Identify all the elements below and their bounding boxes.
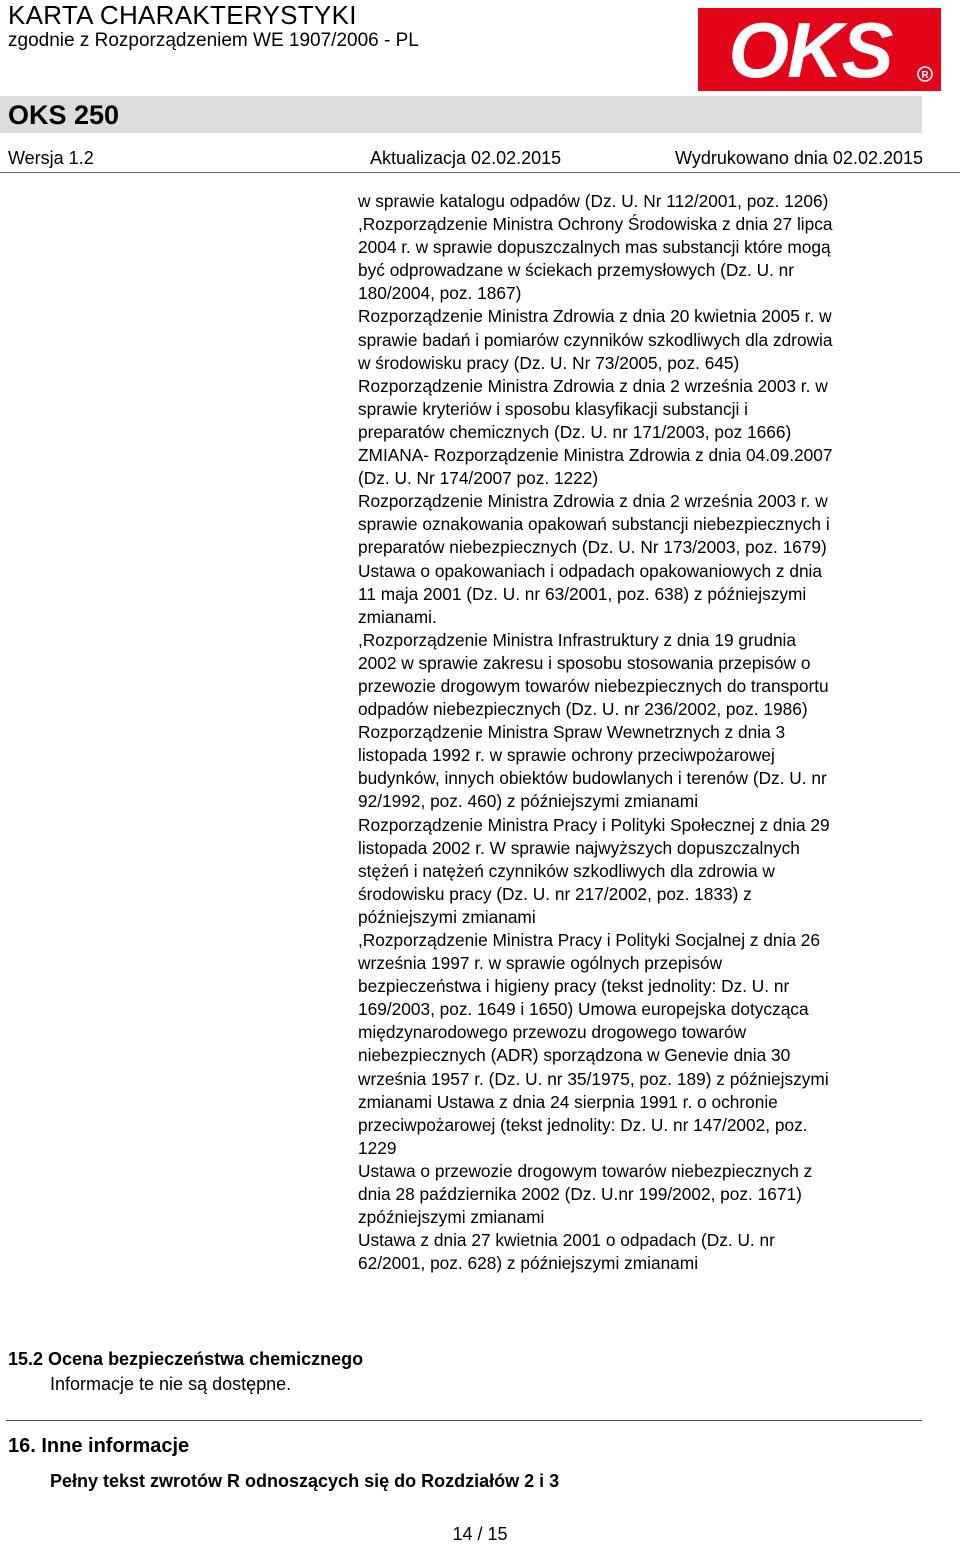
text-line: Rozporządzenie Ministra Zdrowia z dnia 20 kwietnia 2005 r. w xyxy=(358,306,832,327)
text-line: 11 maja 2001 (Dz. U. nr 63/2001, poz. 638) z późniejszymi xyxy=(358,583,807,604)
text-line: (Dz. U. Nr 174/2007 poz. 1222) xyxy=(358,468,599,489)
text-line: zpóźniejszymi zmianami xyxy=(358,1207,545,1228)
section-15-2-heading: 15.2 Ocena bezpieczeństwa chemicznego xyxy=(8,1349,364,1369)
text-line: Rozporządzenie Ministra Pracy i Polityki Społecznej z dnia 29 xyxy=(358,814,830,835)
text-line: sprawie oznakowania opakowań substancji niebezpiecznych i xyxy=(358,514,830,535)
logo-text: OKS xyxy=(728,8,892,91)
text-line: Rozporządzenie Ministra Spraw Wewnetrznych z dnia 3 xyxy=(358,722,786,743)
text-line: w sprawie katalogu odpadów (Dz. U. Nr 112/2001, poz. 1206) xyxy=(358,191,829,211)
text-line: listopada 1992 r. w sprawie ochrony przeciwpożarowej xyxy=(358,745,775,766)
text-line: ,Rozporządzenie Ministra Ochrony Środowiska z dnia 27 lipca xyxy=(358,214,833,235)
text-line: bezpieczeństwa i higieny pracy (tekst jednolity: Dz. U. nr xyxy=(358,976,790,997)
text-line: 62/2001, poz. 628) z późniejszymi zmianami xyxy=(358,1253,699,1274)
text-line: Rozporządzenie Ministra Zdrowia z dnia 2 września 2003 r. w xyxy=(358,375,828,396)
text-line: 1229 xyxy=(358,1137,397,1158)
text-line: Ustawa z dnia 27 kwietnia 2001 o odpadach (Dz. U. nr xyxy=(358,1230,775,1251)
text-line: ,Rozporządzenie Ministra Pracy i Polityki Socjalnej z dnia 26 xyxy=(358,930,821,950)
text-line: stężeń i natężeń czynników szkodliwych dla zdrowia w xyxy=(358,860,775,881)
version-label: Wersja 1.2 xyxy=(8,148,94,168)
text-line: 2002 w sprawie zakresu i sposobu stosowania przepisów o xyxy=(358,652,811,673)
text-line: niebezpiecznych (ADR) sporządzona w Genevie dnia 30 xyxy=(358,1045,791,1066)
text-line: późniejszymi zmianami xyxy=(358,906,536,927)
oks-logo xyxy=(698,8,941,91)
section-15-2-text: Informacje te nie są dostępne. xyxy=(50,1374,292,1394)
text-line: Rozporządzenie Ministra Zdrowia z dnia 2 września 2003 r. w xyxy=(358,491,828,512)
text-line: międzynarodowego przewozu drogowego towarów xyxy=(358,1022,747,1043)
section-divider xyxy=(6,1420,922,1421)
text-line: preparatów niebezpiecznych (Dz. U. Nr 173/2003, poz. 1679) xyxy=(358,537,827,558)
product-name: OKS 250 xyxy=(8,100,120,130)
text-line: ,Rozporządzenie Ministra Infrastruktury z dnia 19 grudnia xyxy=(358,629,797,650)
text-line: ZMIANA- Rozporządzenie Ministra Zdrowia z dnia 04.09.2007 xyxy=(358,445,833,466)
text-line: sprawie kryteriów i sposobu klasyfikacji substancji i xyxy=(358,398,748,419)
text-line: preparatów chemicznych (Dz. U. nr 171/2003, poz 1666) xyxy=(358,421,792,442)
text-line: zmianami Ustawa z dnia 24 sierpnia 1991 r. o ochronie xyxy=(358,1091,778,1112)
text-line: 169/2003, poz. 1649 i 1650) Umowa europejska dotycząca xyxy=(358,999,809,1020)
text-line: zmianami. xyxy=(358,606,437,627)
section-16-subheading: Pełny tekst zwrotów R odnoszących się do Rozdziałów 2 i 3 xyxy=(50,1471,560,1491)
text-line: września 1997 r. w sprawie ogólnych przepisów xyxy=(358,953,723,974)
header-divider xyxy=(0,172,960,173)
document-subtitle: zgodnie z Rozporządzeniem WE 1907/2006 - PL xyxy=(8,30,419,51)
text-line: odpadów niebezpiecznych (Dz. U. nr 236/2002, poz. 1986) xyxy=(358,699,808,720)
text-line: dnia 28 października 2002 (Dz. U.nr 199/2002, poz. 1671) xyxy=(358,1184,802,1205)
product-name-bar xyxy=(0,96,922,133)
document-title: KARTA CHARAKTERYSTYKI xyxy=(8,0,357,30)
page-number: 14 / 15 xyxy=(452,1524,508,1544)
text-line: 92/1992, poz. 460) z późniejszymi zmianami xyxy=(358,791,699,812)
text-line: przeciwpożarowej (tekst jednolity: Dz. U. nr 147/2002, poz. xyxy=(358,1114,808,1135)
text-line: przewozie drogowym towarów niebezpiecznych do transportu xyxy=(358,675,829,696)
text-line: w środowisku pracy (Dz. U. Nr 73/2005, poz. 645) xyxy=(358,352,740,373)
text-line: Ustawa o przewozie drogowym towarów niebezpiecznych z xyxy=(358,1160,813,1181)
text-line: sprawie badań i pomiarów czynników szkodliwych dla zdrowia xyxy=(358,329,833,350)
text-line: Ustawa o opakowaniach i odpadach opakowaniowych z dnia xyxy=(358,560,823,581)
text-line: budynków, innych obiektów budowlanych i terenów (Dz. U. nr xyxy=(358,768,827,789)
text-line: 2004 r. w sprawie dopuszczalnych mas substancji które mogą xyxy=(358,237,831,258)
section-16-heading: 16. Inne informacje xyxy=(8,1435,190,1457)
text-line: września 1957 r. (Dz. U. nr 35/1975, poz. 189) z późniejszymi xyxy=(358,1068,829,1089)
printed-label: Wydrukowano dnia 02.02.2015 xyxy=(675,148,924,168)
text-line: listopada 2002 r. W sprawie najwyższych dopuszczalnych xyxy=(358,837,800,858)
text-line: 180/2004, poz. 1867) xyxy=(358,283,522,304)
text-line: środowisku pracy (Dz. U. nr 217/2002, poz. 1833) z xyxy=(358,883,752,904)
updated-label: Aktualizacja 02.02.2015 xyxy=(370,148,562,168)
regulations-text xyxy=(358,190,918,1275)
registered-mark: R xyxy=(921,70,929,81)
text-line: być odprowadzane w ściekach przemysłowych (Dz. U. nr xyxy=(358,260,795,281)
